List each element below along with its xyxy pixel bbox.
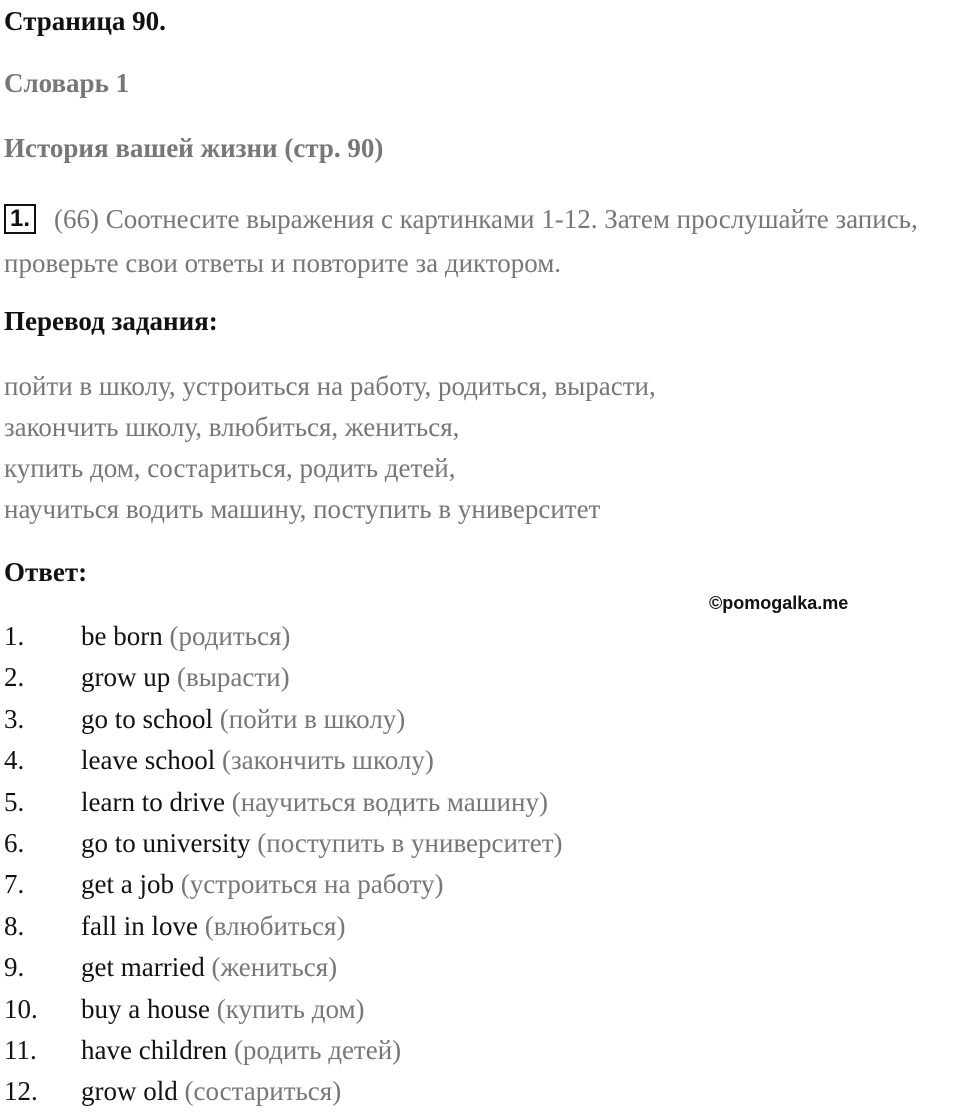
answer-item bbox=[4, 1071, 563, 1112]
answer-english: get married bbox=[81, 952, 205, 983]
answer-item bbox=[4, 864, 563, 905]
answer-russian: (закончить школу) bbox=[221, 745, 434, 776]
task-instruction bbox=[4, 197, 960, 285]
answer-item bbox=[4, 906, 563, 947]
answer-number: 9. bbox=[4, 952, 25, 983]
answer-number: 1. bbox=[4, 621, 25, 651]
answer-english: have children bbox=[81, 1034, 228, 1065]
answer-item bbox=[4, 823, 563, 864]
answer-russian: (поступить в университет) bbox=[257, 827, 563, 858]
answer-number: 8. bbox=[4, 910, 25, 941]
translation-text bbox=[4, 366, 656, 530]
answer-russian: (устроиться на работу) bbox=[180, 869, 444, 900]
answer-item bbox=[4, 782, 563, 823]
answer-english: leave school bbox=[81, 745, 216, 776]
answer-number: 11. bbox=[4, 1034, 37, 1065]
answer-russian: (научиться водить машину) bbox=[231, 786, 548, 817]
answer-item bbox=[4, 616, 563, 657]
answer-item bbox=[4, 1030, 563, 1071]
answer-number: 12. bbox=[4, 1076, 38, 1107]
answer-number: 10. bbox=[4, 993, 38, 1024]
answer-russian: (состариться) bbox=[184, 1076, 342, 1107]
translation-line: пойти в школу, устроиться на работу, родиться, вырасти, bbox=[4, 371, 656, 401]
answer-english: buy a house bbox=[81, 993, 210, 1024]
answer-number: 3. bbox=[4, 703, 25, 734]
answer-english: go to school bbox=[81, 703, 213, 734]
answer-item bbox=[4, 699, 563, 740]
answer-russian: (жениться) bbox=[211, 952, 338, 983]
answer-english: learn to drive bbox=[81, 786, 225, 817]
watermark: ©pomogalka.me bbox=[709, 593, 849, 613]
page-title: Страница 90. bbox=[4, 6, 166, 36]
answer-english: get a job bbox=[81, 869, 174, 900]
answer-russian: (пойти в школу) bbox=[219, 703, 406, 734]
answer-russian: (вырасти) bbox=[177, 662, 290, 693]
answer-english: fall in love bbox=[81, 910, 198, 941]
translation-line: научиться водить машину, поступить в университет bbox=[4, 494, 601, 524]
answer-number: 2. bbox=[4, 662, 25, 693]
answer-number: 6. bbox=[4, 827, 25, 858]
answer-russian: (родиться) bbox=[169, 621, 291, 651]
translation-line: купить дом, состариться, родить детей, bbox=[4, 453, 456, 483]
task-number-badge: 1. bbox=[4, 204, 36, 234]
answer-russian: (купить дом) bbox=[216, 993, 365, 1024]
translation-line: закончить школу, влюбиться, жениться, bbox=[4, 412, 460, 442]
answer-item bbox=[4, 989, 563, 1030]
answer-item bbox=[4, 947, 563, 988]
answer-number: 5. bbox=[4, 786, 25, 817]
answer-english: go to university bbox=[81, 827, 251, 858]
task-text: (66) Соотнесите выражения с картинками 1-12. Затем прослушайте запись, проверьте свои ответы и повторите за диктором. bbox=[4, 204, 918, 278]
answer-number: 7. bbox=[4, 869, 25, 900]
answer-list bbox=[4, 616, 563, 1113]
vocabulary-label: Словарь 1 bbox=[4, 68, 130, 98]
answer-english: grow old bbox=[81, 1076, 178, 1107]
answer-heading: Ответ: bbox=[4, 557, 88, 587]
answer-item bbox=[4, 657, 563, 698]
answer-russian: (влюбиться) bbox=[204, 910, 346, 941]
answer-item bbox=[4, 740, 563, 781]
section-title: История вашей жизни (стр. 90) bbox=[4, 133, 384, 163]
answer-russian: (родить детей) bbox=[233, 1034, 402, 1065]
answer-english: be born bbox=[81, 621, 163, 651]
translation-heading: Перевод задания: bbox=[4, 306, 218, 336]
answer-number: 4. bbox=[4, 745, 25, 776]
answer-english: grow up bbox=[81, 662, 171, 693]
